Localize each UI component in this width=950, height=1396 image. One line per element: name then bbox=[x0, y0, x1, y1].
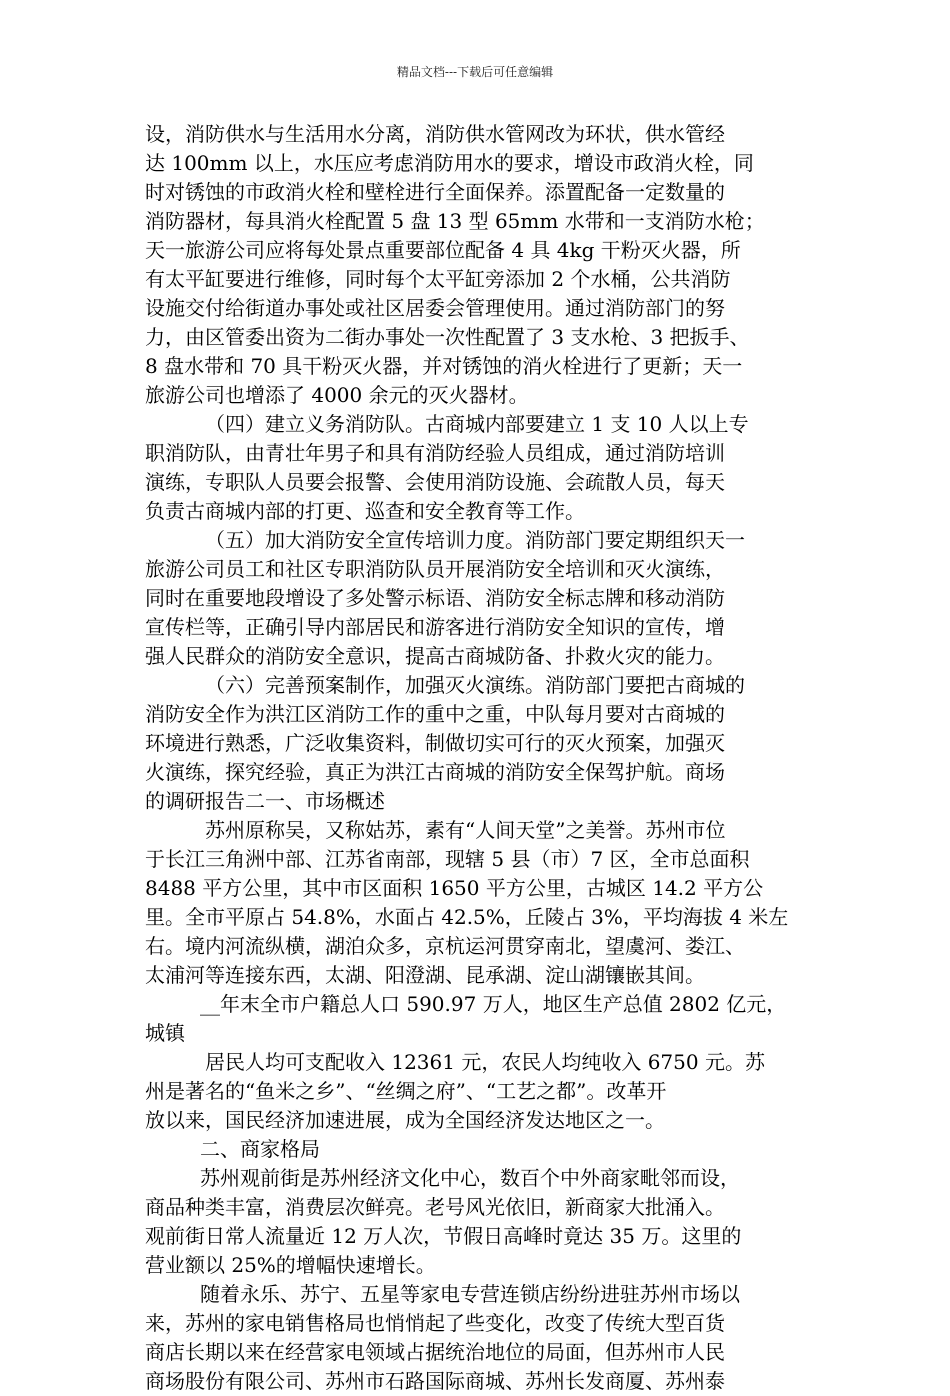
text-line: 设，消防供水与生活用水分离，消防供水管网改为环状，供水管经 bbox=[145, 122, 725, 146]
document-body bbox=[145, 120, 805, 1396]
text-line: 苏州观前街是苏州经济文化中心，数百个中外商家毗邻而设， bbox=[200, 1166, 740, 1190]
text-line: 力，由区管委出资为二街办事处一次性配置了 3 支水枪、3 把扳手、 bbox=[145, 325, 750, 349]
text-line: （五）加大消防安全宣传培训力度。消防部门要定期组织天一 bbox=[205, 528, 745, 552]
text-line: （六）完善预案制作，加强灭火演练。消防部门要把古商城的 bbox=[205, 673, 745, 697]
text-line: 的调研报告二一、市场概述 bbox=[145, 789, 385, 813]
text-line: 商场股份有限公司、苏州市石路国际商城、苏州长发商厦、苏州泰 bbox=[145, 1369, 725, 1393]
text-line: 达 100mm 以上，水压应考虑消防用水的要求，增设市政消火栓，同 bbox=[145, 151, 754, 175]
text-line: 于长江三角洲中部、江苏省南部，现辖 5 县（市）7 区，全市总面积 bbox=[145, 847, 750, 871]
text-line: 设施交付给街道办事处或社区居委会管理使用。通过消防部门的努 bbox=[145, 296, 725, 320]
text-line: 职消防队，由青壮年男子和具有消防经验人员组成，通过消防培训 bbox=[145, 441, 725, 465]
text-line: 消防安全作为洪江区消防工作的重中之重，中队每月要对古商城的 bbox=[145, 702, 725, 726]
text-line: 苏州原称吴，又称姑苏，素有“人间天堂”之美誉。苏州市位 bbox=[205, 818, 726, 842]
text-line: 居民人均可支配收入 12361 元，农民人均纯收入 6750 元。苏 bbox=[205, 1050, 765, 1074]
text-line: 观前街日常人流量近 12 万人次，节假日高峰时竟达 35 万。这里的 bbox=[145, 1224, 742, 1248]
text-line: 时对锈蚀的市政消火栓和壁栓进行全面保养。添置配备一定数量的 bbox=[145, 180, 725, 204]
text-line: __年末全市户籍总人口 590.97 万人，地区生产总值 2802 亿元， bbox=[200, 992, 787, 1016]
text-line: 演练，专职队人员要会报警、会使用消防设施、会疏散人员，每天 bbox=[145, 470, 725, 494]
text-line: 随着永乐、苏宁、五星等家电专营连锁店纷纷进驻苏州市场以 bbox=[200, 1282, 740, 1306]
text-line: 天一旅游公司应将每处景点重要部位配备 4 具 4kg 干粉灭火器，所 bbox=[145, 238, 741, 262]
text-line: 8488 平方公里，其中市区面积 1650 平方公里，古城区 14.2 平方公 bbox=[145, 876, 764, 900]
text-line: 负责古商城内部的打更、巡查和安全教育等工作。 bbox=[145, 499, 585, 523]
text-line: 宣传栏等，正确引导内部居民和游客进行消防安全知识的宣传，增 bbox=[145, 615, 725, 639]
text-line: 环境进行熟悉，广泛收集资料，制做切实可行的灭火预案，加强灭 bbox=[145, 731, 725, 755]
text-line: 放以来，国民经济加速进展，成为全国经济发达地区之一。 bbox=[145, 1108, 665, 1132]
text-line: 同时在重要地段增设了多处警示标语、消防安全标志牌和移动消防 bbox=[145, 586, 725, 610]
text-line: 旅游公司也增添了 4000 余元的灭火器材。 bbox=[145, 383, 529, 407]
text-line: 商店长期以来在经营家电领域占据统治地位的局面，但苏州市人民 bbox=[145, 1340, 725, 1364]
text-line: 旅游公司员工和社区专职消防队员开展消防安全培训和灭火演练， bbox=[145, 557, 725, 581]
text-line: 强人民群众的消防安全意识，提高古商城防备、扑救火灾的能力。 bbox=[145, 644, 725, 668]
text-line: （四）建立义务消防队。古商城内部要建立 1 支 10 人以上专 bbox=[205, 412, 749, 436]
text-line: 商品种类丰富，消费层次鲜亮。老号风光依旧，新商家大批涌入。 bbox=[145, 1195, 725, 1219]
page-header: 精品文档---下载后可任意编辑 bbox=[396, 65, 554, 79]
text-line: 有太平缸要进行维修，同时每个太平缸旁添加 2 个水桶，公共消防 bbox=[145, 267, 731, 291]
text-line: 消防器材，每具消火栓配置 5 盘 13 型 65mm 水带和一支消防水枪； bbox=[145, 209, 765, 233]
text-line: 营业额以 25%的增幅快速增长。 bbox=[145, 1253, 436, 1277]
text-line: 二、商家格局 bbox=[200, 1137, 320, 1161]
text-line: 太浦河等连接东西，太湖、阳澄湖、昆承湖、淀山湖镶嵌其间。 bbox=[145, 963, 705, 987]
text-line: 城镇 bbox=[145, 1021, 185, 1045]
text-line: 火演练，探究经验，真正为洪江古商城的消防安全保驾护航。商场 bbox=[145, 760, 725, 784]
text-line: 来，苏州的家电销售格局也悄悄起了些变化，改变了传统大型百货 bbox=[145, 1311, 725, 1335]
text-line: 右。境内河流纵横，湖泊众多，京杭运河贯穿南北，望虞河、娄江、 bbox=[145, 934, 745, 958]
text-line: 州是著名的“鱼米之乡”、“丝绸之府”、“工艺之都”。改革开 bbox=[145, 1079, 667, 1103]
text-line: 8 盘水带和 70 具干粉灭火器，并对锈蚀的消火栓进行了更新；天一 bbox=[145, 354, 743, 378]
text-line: 里。全市平原占 54.8%，水面占 42.5%，丘陵占 3%，平均海拔 4 米左 bbox=[145, 905, 789, 929]
